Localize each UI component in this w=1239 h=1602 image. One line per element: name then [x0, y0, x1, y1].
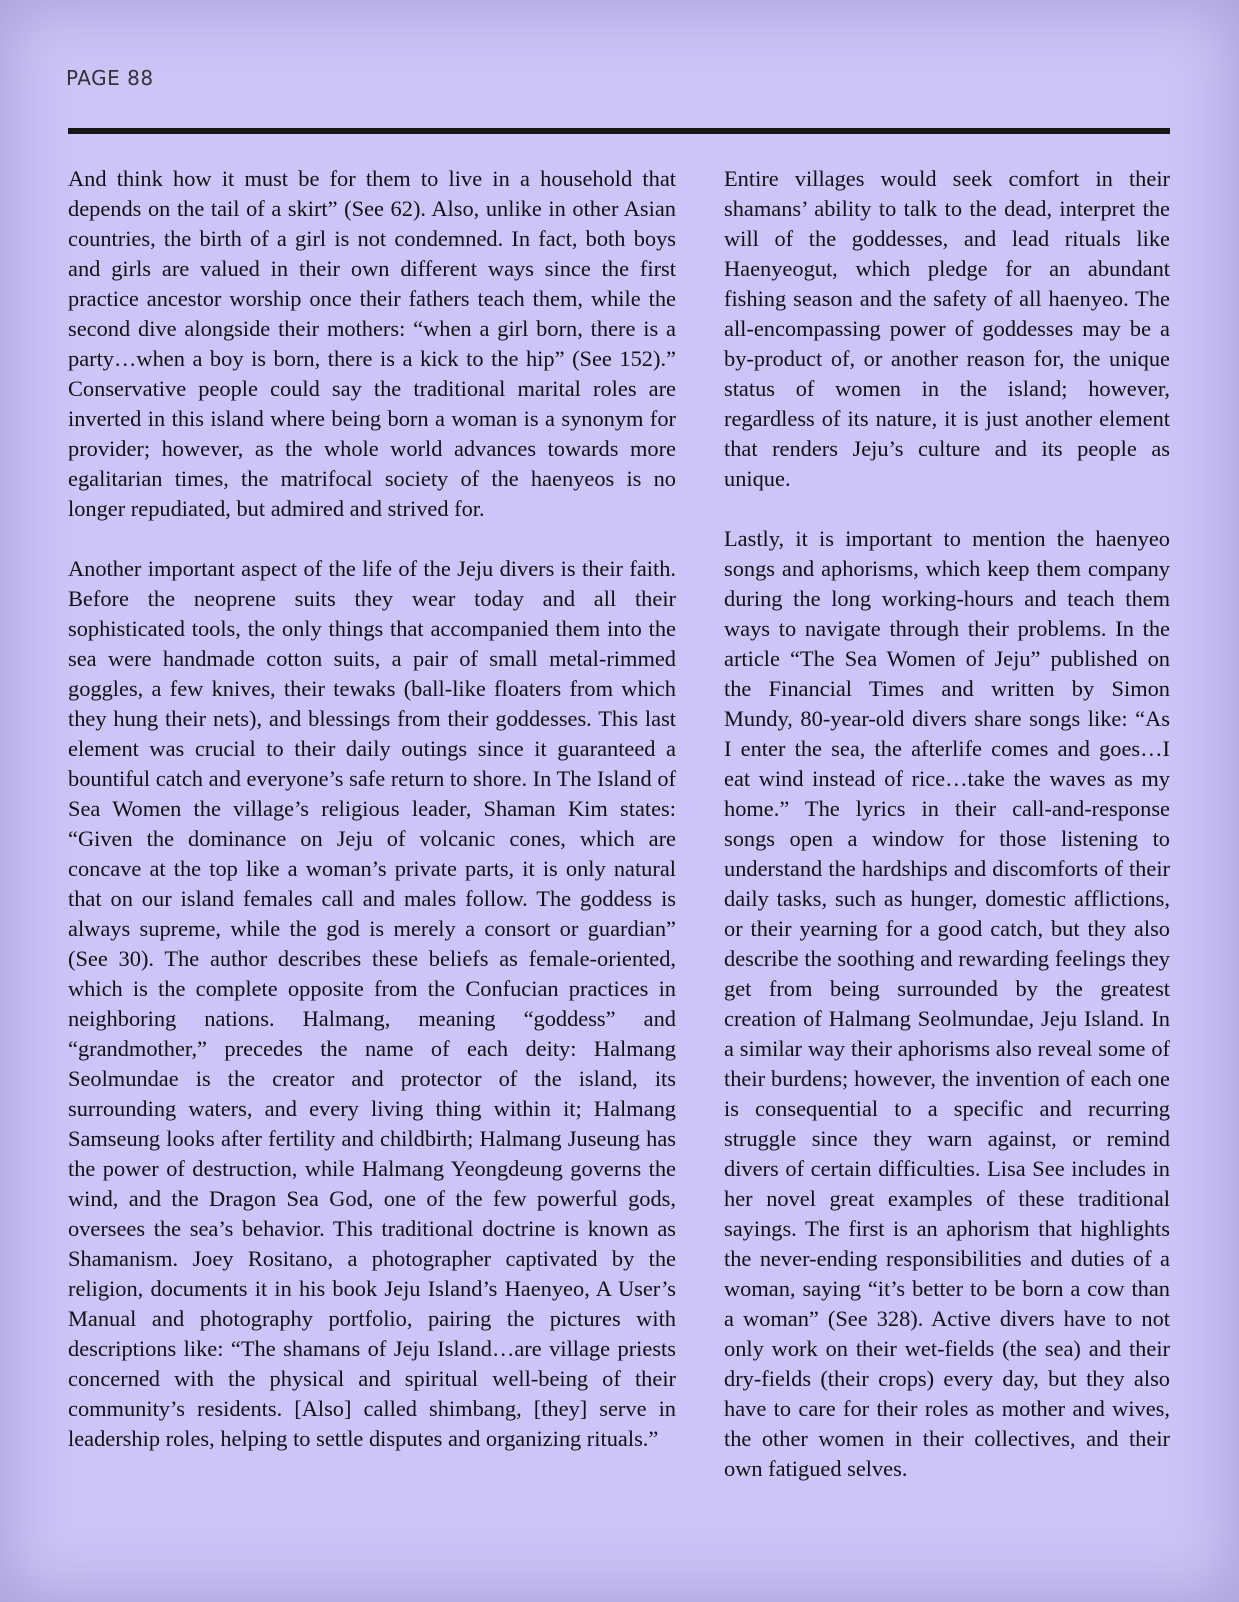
right-text-column — [724, 164, 1170, 1514]
paragraph-right-1: Entire villages would seek comfort in their shamans’ ability to talk to the dead, interpret the will of the goddesses, and lead rituals like Haenyeogut, which pledge for an abundant fishing season and the safety of all haenyeo. The all-encompassing power of goddesses may be a by-product of, or another reason for, the unique status of women in the island; however, regardless of its nature, it is just another element that renders Jeju’s culture and its people as unique. — [724, 166, 1170, 491]
paragraph-left-2: Another important aspect of the life of the Jeju divers is their faith. Before the neoprene suits they wear today and all their sophisticated tools, the only things that accompanied them into the sea were handmade cotton suits, a pair of small metal-rimmed goggles, a few knives, their tewaks (ball-like floaters from which they hung their nets), and blessings from their goddesses. This last element was crucial to their daily outings since it guaranteed a bountiful catch and everyone’s safe return to shore. In The Island of Sea Women the village’s religious leader, Shaman Kim states: “Given the dominance on Jeju of volcanic cones, which are concave at the top like a woman’s private parts, it is only natural that on our island females call and males follow. The goddess is always supreme, while the god is merely a consort or guardian” (See 30). The author describes these beliefs as female-oriented, which is the complete opposite from the Confucian practices in neighboring nations. Halmang, meaning “goddess” and “grandmother,” precedes the name of each deity: Halmang Seolmundae is the creator and protector of the island, its surrounding waters, and every living thing within it; Halmang Samseung looks after fertility and childbirth; Halmang Juseung has the power of destruction, while Halmang Yeongdeung governs the wind, and the Dragon Sea God, one of the few powerful gods, oversees the sea’s behavior. This traditional doctrine is known as Shamanism. Joey Rositano, a photographer captivated by the religion, documents it in his book Jeju Island’s Haenyeo, A User’s Manual and photography portfolio, pairing the pictures with descriptions like: “The shamans of Jeju Island…are village priests concerned with the physical and spiritual well-being of their community’s residents. [Also] called shimbang, [they] serve in leadership roles, helping to settle disputes and organizing rituals.” — [68, 556, 676, 1451]
left-text-column — [68, 164, 676, 1484]
paragraph-left-1: And think how it must be for them to live in a household that depends on the tail of a skirt” (See 62). Also, unlike in other Asian countries, the birth of a girl is not condemned. In fact, both boys and girls are valued in their own different ways since the first practice ancestor worship once their fathers teach them, while the second dive alongside their mothers: “when a girl born, there is a party…when a boy is born, there is a kick to the hip” (See 152).” Conservative people could say the traditional marital roles are inverted in this island where being born a woman is a synonym for provider; however, as the whole world advances towards more egalitarian times, the matrifocal society of the haenyeos is no longer repudiated, but admired and strived for. — [68, 166, 676, 521]
paragraph-right-2: Lastly, it is important to mention the haenyeo songs and aphorisms, which keep them company during the long working-hours and teach them ways to navigate through their problems. In the article “The Sea Women of Jeju” published on the Financial Times and written by Simon Mundy, 80-year-old divers share songs like: “As I enter the sea, the afterlife comes and goes…I eat wind instead of rice…take the waves as my home.” The lyrics in their call-and-response songs open a window for those listening to understand the hardships and discomforts of their daily tasks, such as hunger, domestic afflictions, or their yearning for a good catch, but they also describe the soothing and rewarding feelings they get from being surrounded by the greatest creation of Halmang Seolmundae, Jeju Island. In a similar way their aphorisms also reveal some of their burdens; however, the invention of each one is consequential to a specific and recurring struggle since they warn against, or remind divers of certain difficulties. Lisa See includes in her novel great examples of these traditional sayings. The first is an aphorism that highlights the never-ending responsibilities and duties of a woman, saying “it’s better to be born a cow than a woman” (See 328). Active divers have to not only work on their wet-fields (the sea) and their dry-fields (their crops) every day, but they also have to care for their roles as mother and wives, the other women in their collectives, and their own fatigued selves. — [724, 526, 1170, 1481]
page-number-label: PAGE 88 — [66, 66, 154, 90]
header-divider-rule — [68, 128, 1170, 134]
